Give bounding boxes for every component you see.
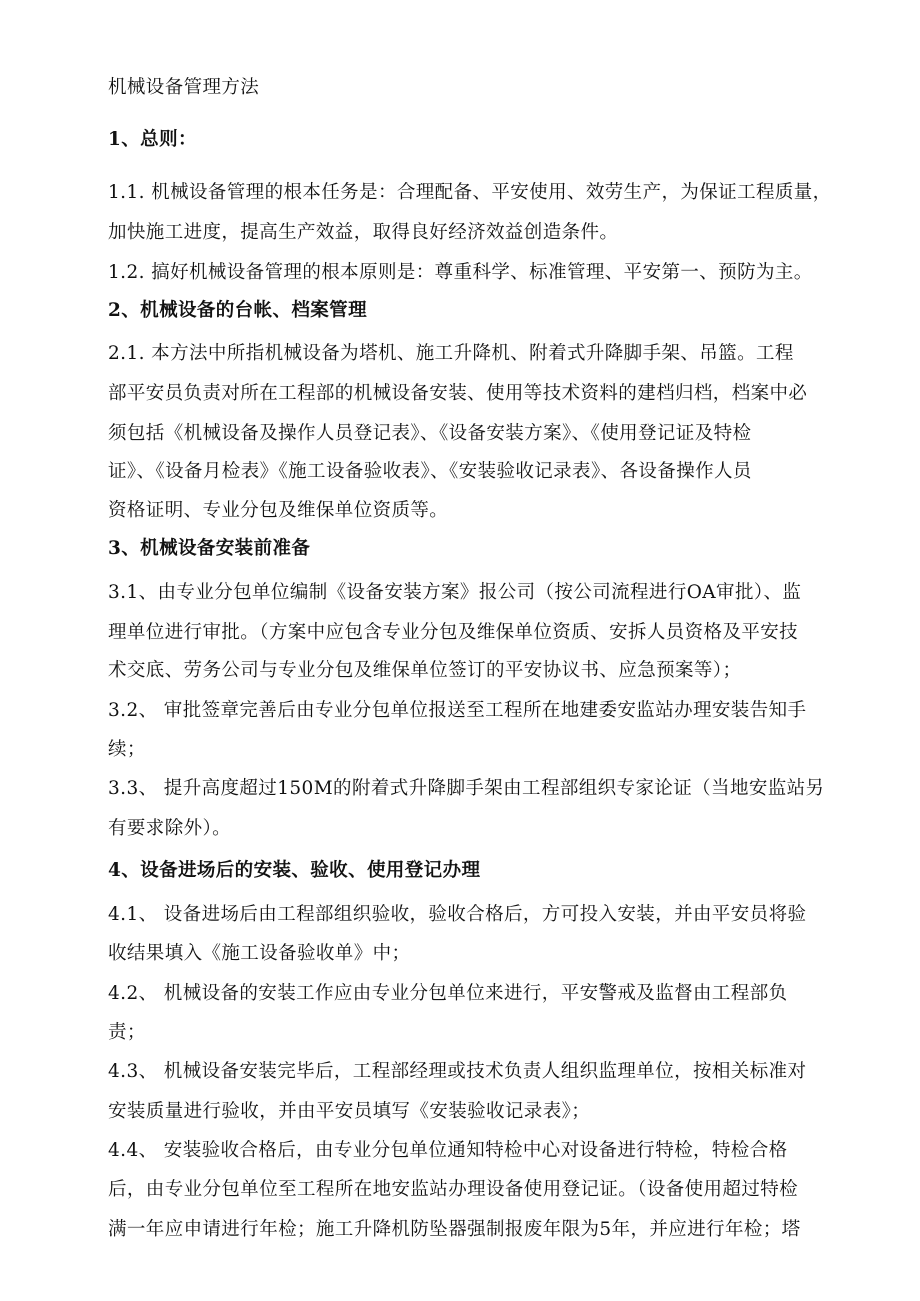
paragraph-line: 1.1. 机械设备管理的根本任务是：合理配备、平安使用、效劳生产，为保证工程质量， xyxy=(108,182,832,203)
paragraph-line: 续； xyxy=(108,739,146,760)
paragraph-line: 收结果填入《施工设备验收单》中； xyxy=(108,943,411,964)
paragraph-line: 4.1、 设备进场后由工程部组织验收，验收合格后，方可投入安装，并由平安员将验 xyxy=(108,904,807,925)
paragraph-line: 证》、《设备月检表》《施工设备验收表》、《安装验收记录表》、各设备操作人员 xyxy=(108,461,752,482)
paragraph-line: 3.1、由专业分包单位编制《设备安装方案》报公司（按公司流程进行OA审批）、监 xyxy=(108,582,802,603)
paragraph-line: 3.3、 提升高度超过150M的附着式升降脚手架由工程部组织专家论证（当地安监站另 xyxy=(108,778,825,799)
paragraph-line: 责； xyxy=(108,1022,146,1043)
section-heading-4: 4、设备进场后的安装、验收、使用登记办理 xyxy=(108,860,481,881)
paragraph-line: 理单位进行审批。（方案中应包含专业分包及维保单位资质、安拆人员资格及平安技 xyxy=(108,622,799,643)
paragraph-line: 3.2、 审批签章完善后由专业分包单位报送至工程所在地建委安监站办理安装告知手 xyxy=(108,700,807,721)
section-heading-3: 3、机械设备安装前准备 xyxy=(108,538,311,559)
paragraph-line: 4.4、 安装验收合格后，由专业分包单位通知特检中心对设备进行特检，特检合格 xyxy=(108,1140,788,1161)
paragraph-line: 2.1. 本方法中所指机械设备为塔机、施工升降机、附着式升降脚手架、吊篮。工程 xyxy=(108,343,794,364)
section-heading-1: 1、总则： xyxy=(108,129,197,150)
section-heading-2: 2、机械设备的台帐、档案管理 xyxy=(108,300,367,321)
paragraph-line: 1.2. 搞好机械设备管理的根本原则是：尊重科学、标准管理、平安第一、预防为主。 xyxy=(108,262,813,283)
paragraph-line: 须包括《机械设备及操作人员登记表》、《设备安装方案》、《使用登记证及特检 xyxy=(108,423,752,444)
document-title: 机械设备管理方法 xyxy=(108,77,260,98)
paragraph-line: 4.2、 机械设备的安装工作应由专业分包单位来进行，平安警戒及监督由工程部负 xyxy=(108,983,788,1004)
paragraph-line: 安装质量进行验收，并由平安员填写《安装验收记录表》； xyxy=(108,1101,591,1122)
paragraph-line: 满一年应申请进行年检；施工升降机防坠器强制报废年限为5年，并应进行年检；塔 xyxy=(108,1219,801,1240)
paragraph-line: 有要求除外）。 xyxy=(108,818,232,839)
paragraph-line: 术交底、劳务公司与专业分包及维保单位签订的平安协议书、应急预案等）； xyxy=(108,660,742,681)
paragraph-line: 加快施工进度，提高生产效益，取得良好经济效益创造条件。 xyxy=(108,222,619,243)
paragraph-line: 资格证明、专业分包及维保单位资质等。 xyxy=(108,500,449,521)
paragraph-line: 4.3、 机械设备安装完毕后，工程部经理或技术负责人组织监理单位，按相关标准对 xyxy=(108,1061,807,1082)
paragraph-line: 部平安员负责对所在工程部的机械设备安装、使用等技术资料的建档归档，档案中必 xyxy=(108,383,808,404)
paragraph-line: 后，由专业分包单位至工程所在地安监站办理设备使用登记证。（设备使用超过特检 xyxy=(108,1179,799,1200)
